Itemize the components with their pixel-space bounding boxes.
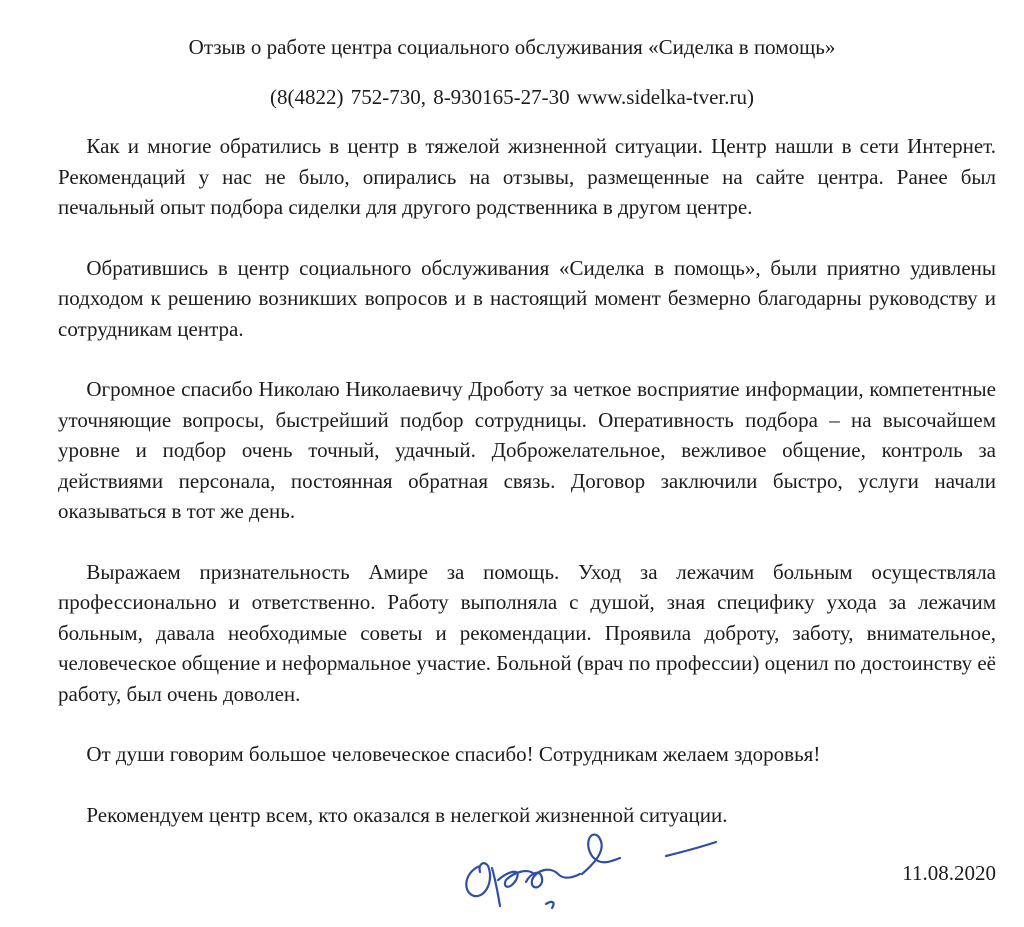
paragraph-gratitude: От души говорим большое человеческое спасибо! Сотрудникам желаем здоровья! bbox=[86, 742, 821, 766]
contact-info: (8(4822) 752-730, 8-930165-27-30 www.sidelka-tver.ru) bbox=[269, 85, 755, 109]
letter-date: 11.08.2020 bbox=[902, 861, 996, 885]
paragraph-intro: Как и многие обратились в центр в тяжелой жизненной ситуации. Центр нашли в сети Интернет. Рекомендаций у нас не было, опирались на отзывы, размещенные на сайте центра. Ранее был печальный опыт подбора сиделки для другого родственника в другом центре. bbox=[58, 134, 996, 219]
paragraph-thanks-caregiver: Выражаем признательность Амире за помощь. Уход за лежачим больным осуществляла профессионально и ответственно. Работу выполняла с душой, зная специфику ухода за лежачим больным, давала необходимые советы и рекомендации. Проявила доброту, заботу, внимательное, человеческое общение и неформальное участие. Больной (врач по профессии) оценил по достоинству её работу, был очень доволен. bbox=[58, 559, 996, 706]
handwritten-signature bbox=[458, 822, 728, 922]
document-title: Отзыв о работе центра социального обслуживания «Сиделка в помощь» bbox=[188, 35, 836, 59]
letter-body bbox=[58, 131, 996, 860]
paragraph-thanks-manager: Огромное спасибо Николаю Николаевичу Дроботу за четкое восприятие информации, компетентные уточняющие вопросы, быстрейший подбор сотрудницы. Оперативность подбора – на высочайшем уровне и подбор очень точный, удачный. Доброжелательное, вежливое общение, контроль за действиями персонала, постоянная обратная связь. Договор заключили быстро, услуги начали оказываться в тот же день. bbox=[58, 377, 996, 523]
paragraph-recommendation: Рекомендуем центр всем, кто оказался в нелегкой жизненной ситуации. bbox=[86, 802, 728, 827]
paragraph-impression: Обратившись в центр социального обслуживания «Сиделка в помощь», были приятно удивлены подходом к решению возникших вопросов и в настоящий момент безмерно благодарны руководству и сотрудникам центра. bbox=[58, 255, 996, 341]
